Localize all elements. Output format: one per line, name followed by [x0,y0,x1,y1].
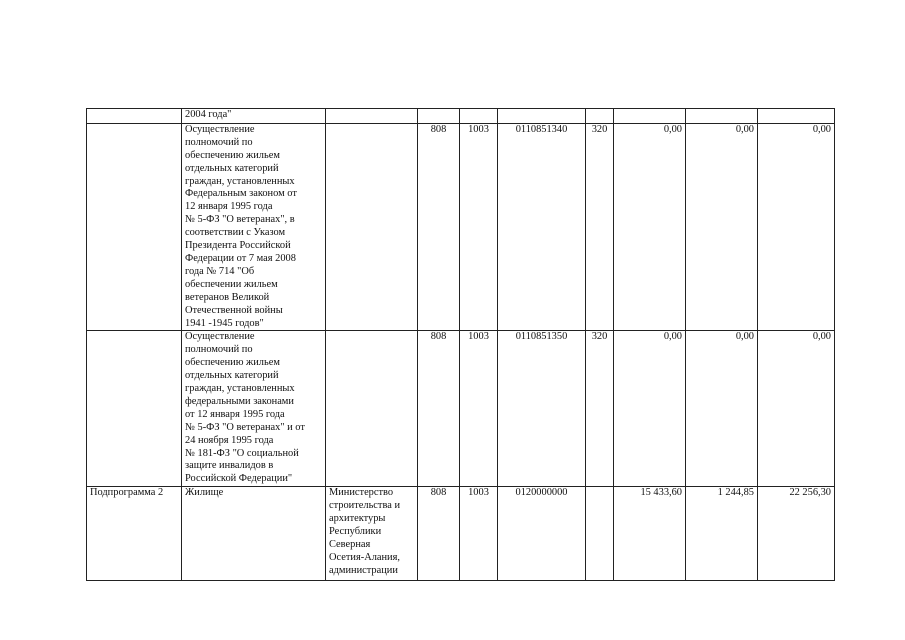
executor-cell [326,109,418,124]
rzpr-cell [460,109,498,124]
event-name-cell: Осуществление полномочий по обеспечению жильем отдельных категорий граждан, установленных Федеральным законом от 12 января 1995 года № 5-ФЗ "О ветеранах", в соответствии с Указом Президента Российской Федерации от 7 мая 2008 года № 714 "Об обеспечении жильем ветеранов Великой Отечественной войны 1941 -1945 годов" [182,123,326,331]
rzpr-cell: 1003 [460,331,498,487]
executor-cell: Министерство строительства и архитектуры Республики Северная Осетия-Алания, администрации [326,487,418,580]
amount-year2-cell: 1 244,85 [686,487,758,580]
csr-cell [498,109,586,124]
executor-cell [326,331,418,487]
table-row [87,487,835,580]
status-cell: Подпрограмма 2 [87,487,182,580]
executor-cell [326,123,418,331]
csr-cell: 0110851340 [498,123,586,331]
amount-year3-cell: 0,00 [758,331,835,487]
amount-year2-cell: 0,00 [686,331,758,487]
amount-year3-cell [758,109,835,124]
amount-year3-cell: 0,00 [758,123,835,331]
rzpr-cell: 1003 [460,487,498,580]
event-name-cell: Жилище [182,487,326,580]
status-cell [87,331,182,487]
amount-year2-cell: 0,00 [686,123,758,331]
amount-year1-cell: 0,00 [614,331,686,487]
event-name-cell: 2004 года" [182,109,326,124]
grbs-cell [418,109,460,124]
amount-year1-cell: 15 433,60 [614,487,686,580]
vr-cell [586,487,614,580]
table-row [87,109,835,124]
amount-year2-cell [686,109,758,124]
status-cell [87,123,182,331]
table-row [87,331,835,487]
amount-year1-cell [614,109,686,124]
vr-cell: 320 [586,331,614,487]
budget-program-table [86,108,835,581]
status-cell [87,109,182,124]
table-row [87,123,835,331]
rzpr-cell: 1003 [460,123,498,331]
vr-cell [586,109,614,124]
grbs-cell: 808 [418,123,460,331]
vr-cell: 320 [586,123,614,331]
csr-cell: 0110851350 [498,331,586,487]
event-name-cell: Осуществление полномочий по обеспечению жильем отдельных категорий граждан, установленных федеральными законами от 12 января 1995 года № 5-ФЗ "О ветеранах" и от 24 ноября 1995 года № 181-ФЗ "О социальной защите инвалидов в Российской Федерации" [182,331,326,487]
amount-year3-cell: 22 256,30 [758,487,835,580]
grbs-cell: 808 [418,331,460,487]
amount-year1-cell: 0,00 [614,123,686,331]
grbs-cell: 808 [418,487,460,580]
csr-cell: 0120000000 [498,487,586,580]
